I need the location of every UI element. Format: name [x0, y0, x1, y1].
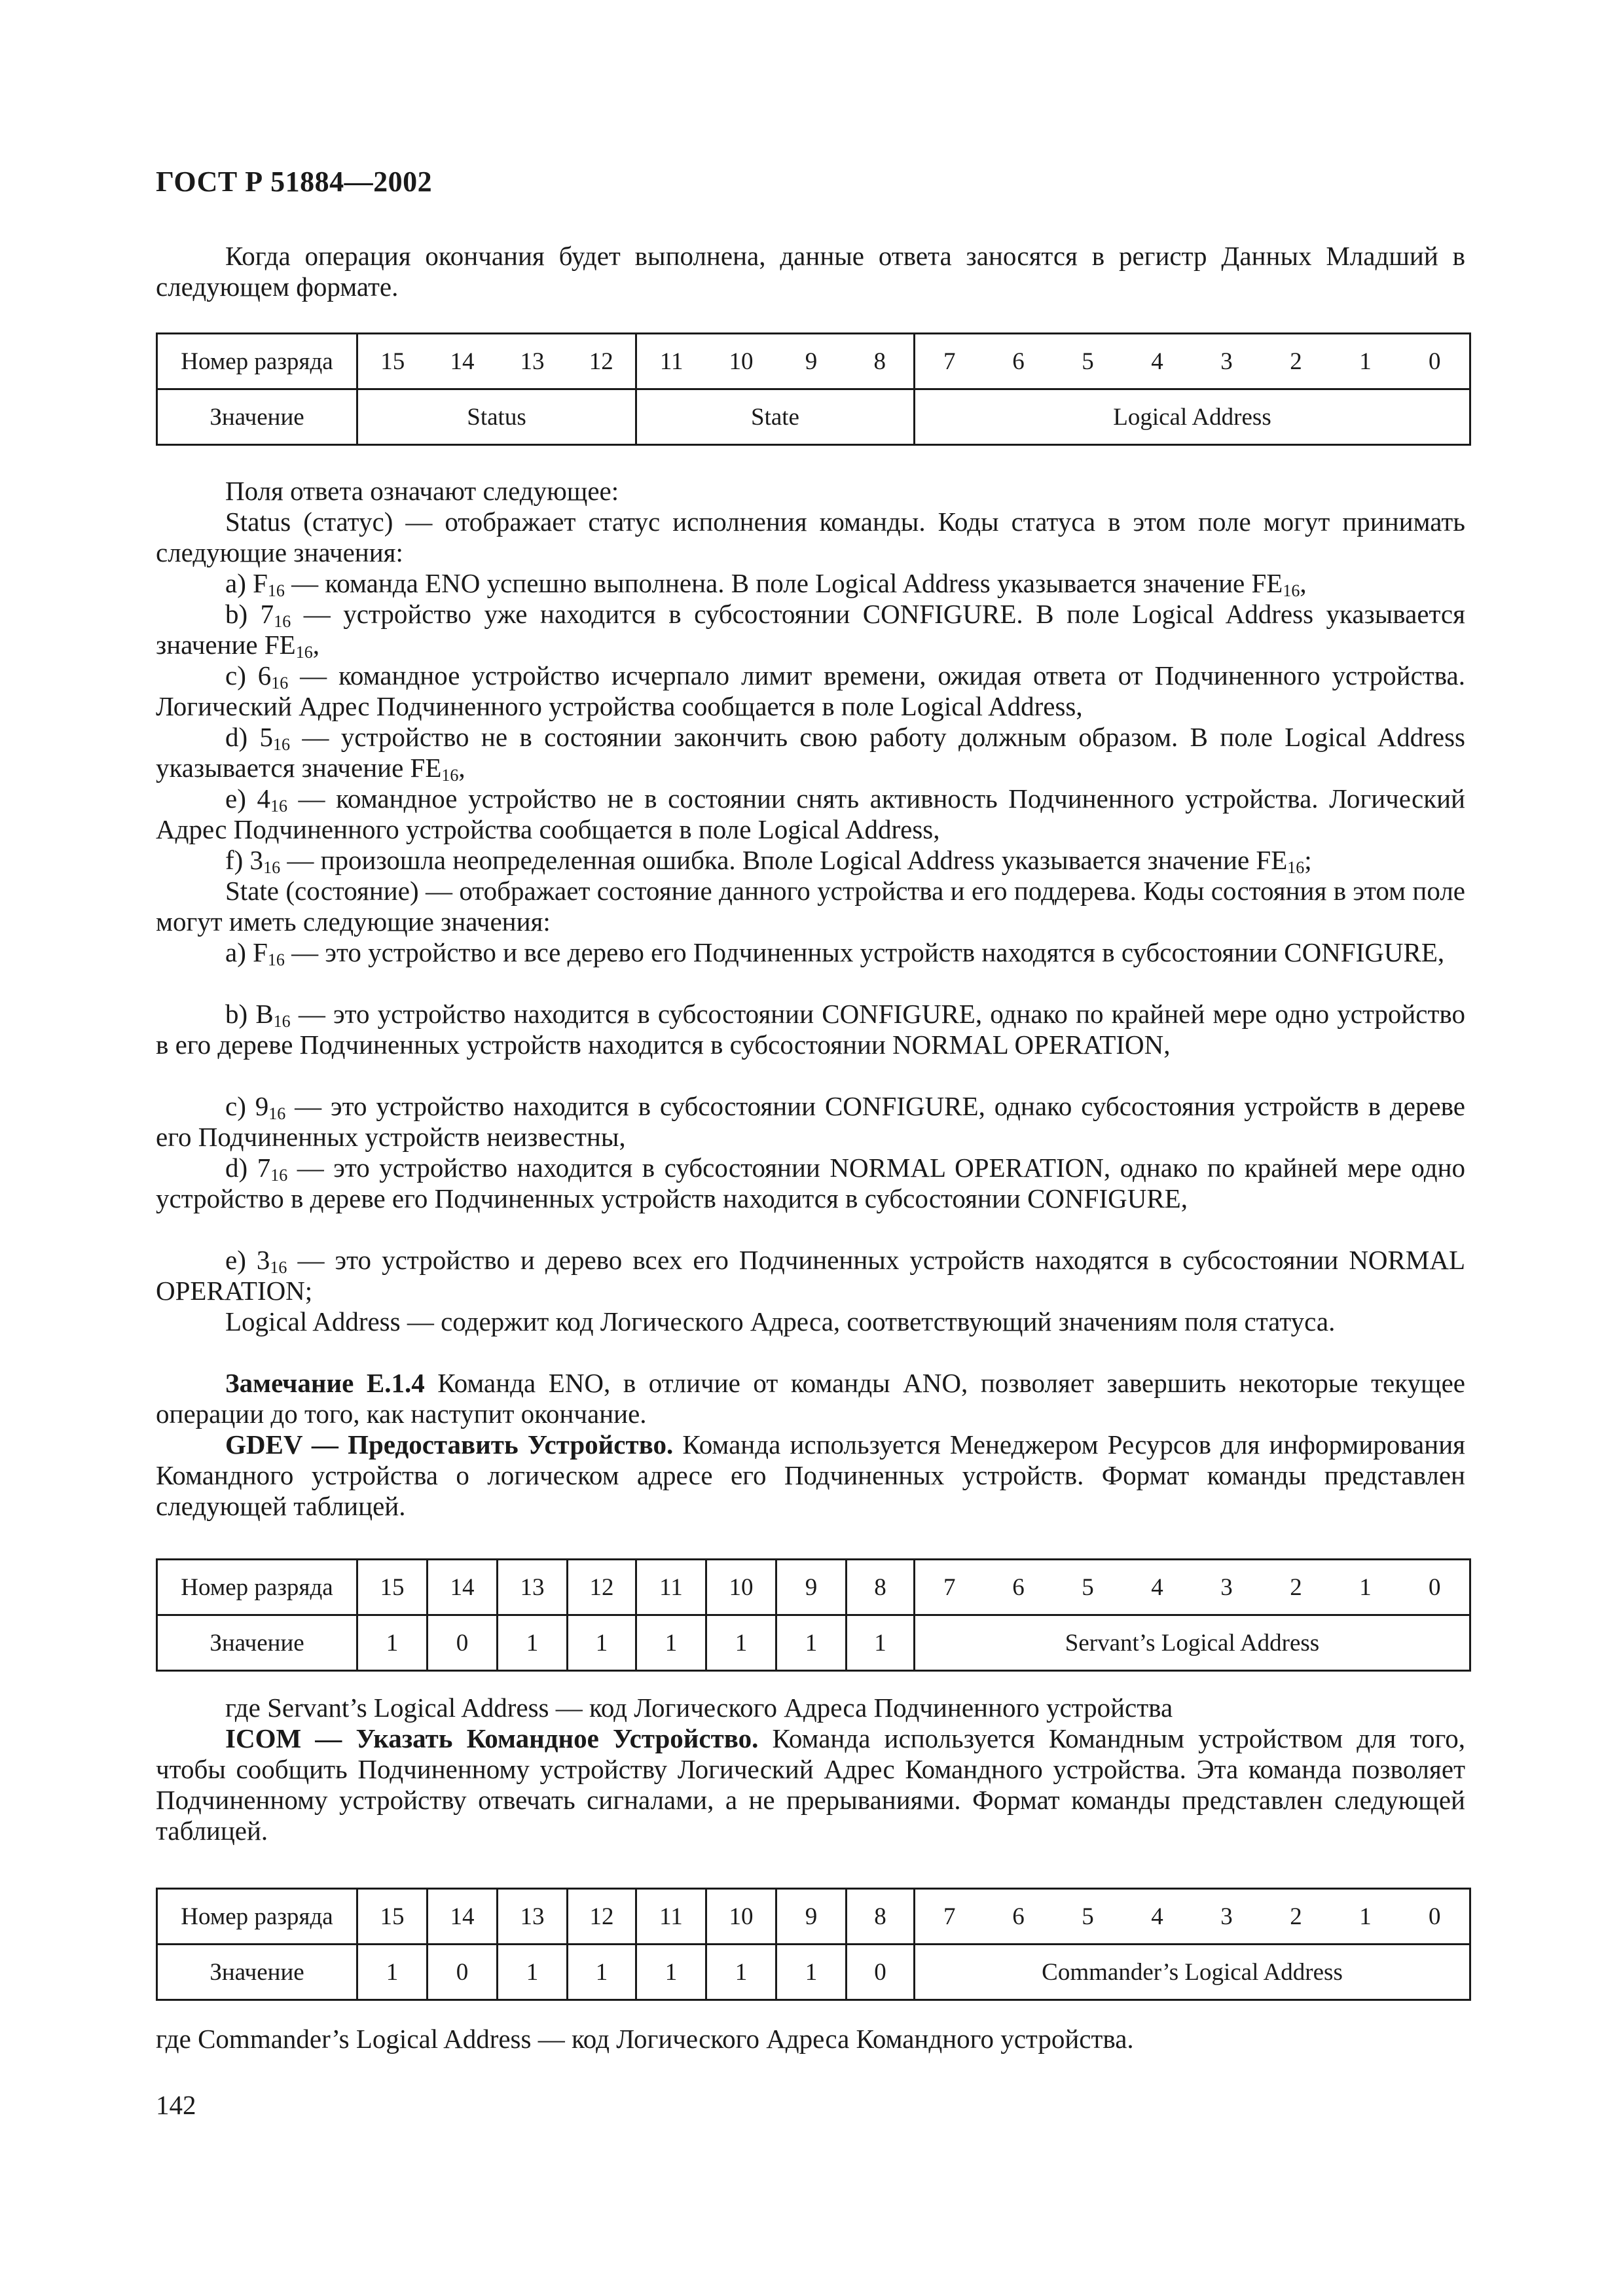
bit-number-row	[157, 334, 1470, 389]
bit-cell: 8	[847, 1560, 915, 1615]
bit-cell: 5	[1053, 1560, 1123, 1615]
state-description: State (состояние) — отображает состояние данного устройства и его поддерева. Коды состояния в этом поле могут иметь следующие значения:	[156, 876, 1465, 937]
value-cell: 1	[636, 1945, 706, 2000]
bit-cell: 2	[1262, 1889, 1331, 1945]
row-label: Значение	[157, 389, 357, 445]
bit-cell: 13	[498, 334, 568, 389]
bit-cell: 10	[706, 1560, 776, 1615]
bit-cell: 1	[1331, 1560, 1400, 1615]
state-item-b: b) $B_{16}$ — это устройство находится в субсостоянии CONFIGURE, однако по крайней мере одно устройство в его дереве Подчиненных устройств находится в субсостоянии NORMAL OPERATION,	[156, 999, 1466, 1060]
icom-where: где Commander’s Logical Address — код Логического Адреса Командного устройства.	[156, 2024, 1134, 2054]
row-label: Номер разряда	[157, 334, 357, 389]
state-item-e: e) $3_{16}$ — это устройство и дерево всех его Подчиненных устройств находятся в субсостоянии NORMAL OPERATION;	[156, 1245, 1465, 1306]
field-state: State	[636, 389, 915, 445]
page-header: ГОСТ Р 51884—2002	[156, 166, 433, 198]
status-item-a: a) $F_{16}$ — команда ENO успешно выполнена. В поле Logical Address указывается значение $FE_{16}$,	[225, 568, 1307, 600]
bit-cell: 7	[915, 334, 984, 389]
row-label: Номер разряда	[157, 1560, 357, 1615]
row-label: Номер разряда	[157, 1889, 357, 1945]
response-format-table	[156, 332, 1471, 446]
bit-cell: 6	[984, 1889, 1053, 1945]
response-intro: Поля ответа означают следующее:	[225, 476, 619, 506]
bit-cell: 0	[1400, 1560, 1470, 1615]
value-row	[157, 1615, 1470, 1671]
value-cell: 1	[776, 1615, 847, 1671]
bit-cell: 7	[915, 1889, 984, 1945]
bit-cell: 0	[1400, 1889, 1470, 1945]
bit-cell: 13	[498, 1560, 568, 1615]
gdev-format-table	[156, 1558, 1471, 1672]
bit-cell: 11	[636, 334, 706, 389]
state-item-c: c) $9_{16}$ — это устройство находится в субсостоянии CONFIGURE, однако субсостояния устройств в дереве его Подчиненных устройств неизвестны,	[156, 1091, 1465, 1152]
status-item-b: b) $7_{16}$ — устройство уже находится в субсостоянии CONFIGURE. В поле Logical Address указывается значение $FE_{16}$,	[156, 599, 1465, 662]
status-description: Status (статус) — отображает статус исполнения команды. Коды статуса в этом поле могут принимать следующие значения:	[156, 507, 1465, 567]
bit-cell: 2	[1262, 334, 1331, 389]
icom-paragraph: ICOM — Указать Командное Устройство. Команда используется Командным устройством для того, чтобы сообщить Подчиненному устройству Логический Адрес Командного устройства. Эта команда позволяет Подчиненному устройству отвечать сигналами, а не прерываниями. Формат команды представлен следующей таблицей.	[156, 1723, 1465, 1846]
bit-cell: 14	[428, 1560, 498, 1615]
gdev-where: где Servant’s Logical Address — код Логического Адреса Подчиненного устройства	[225, 1693, 1173, 1723]
bit-cell: 10	[706, 1889, 776, 1945]
field-commander-logical-address: Commander’s Logical Address	[915, 1945, 1470, 2000]
bit-cell: 11	[636, 1889, 706, 1945]
row-label: Значение	[157, 1615, 357, 1671]
bit-cell: 14	[428, 334, 498, 389]
icom-title: ICOM — Указать Командное Устройство.	[225, 1723, 759, 1753]
bit-cell: 5	[1053, 334, 1123, 389]
bit-cell: 8	[847, 334, 915, 389]
value-cell: 0	[428, 1945, 498, 2000]
bit-cell: 4	[1123, 334, 1192, 389]
bit-cell: 12	[568, 334, 636, 389]
icom-format-table	[156, 1888, 1471, 2001]
bit-cell: 10	[706, 334, 776, 389]
field-logical-address: Logical Address	[915, 389, 1470, 445]
bit-cell: 5	[1053, 1889, 1123, 1945]
value-cell: 1	[847, 1615, 915, 1671]
bit-cell: 13	[498, 1889, 568, 1945]
value-cell: 1	[568, 1945, 636, 2000]
bit-cell: 3	[1192, 1560, 1262, 1615]
bit-cell: 1	[1331, 1889, 1400, 1945]
status-item-e: e) $4_{16}$ — командное устройство не в состоянии снять активность Подчиненного устройства. Логический Адрес Подчиненного устройства сообщается в поле Logical Address,	[156, 783, 1465, 844]
value-cell: 1	[568, 1615, 636, 1671]
state-item-d: d) $7_{16}$ — это устройство находится в субсостоянии NORMAL OPERATION, однако по крайней мере одно устройство в дереве его Подчиненных устройств находится в субсостоянии CONFIGURE,	[156, 1153, 1466, 1213]
bit-cell: 8	[847, 1889, 915, 1945]
gdev-paragraph: GDEV — Предоставить Устройство. Команда используется Менеджером Ресурсов для информирования Командного устройства о логическом адресе его Подчиненных устройств. Формат команды представлен следующей таблицей.	[156, 1429, 1465, 1521]
row-label: Значение	[157, 1945, 357, 2000]
bit-cell: 15	[357, 1560, 428, 1615]
bit-number-row	[157, 1560, 1470, 1615]
note-label: Замечание Е.1.4	[225, 1368, 425, 1398]
bit-cell: 4	[1123, 1889, 1192, 1945]
intro-paragraph: Когда операция окончания будет выполнена, данные ответа заносятся в регистр Данных Младший в следующем формате.	[156, 241, 1465, 302]
bit-cell: 3	[1192, 334, 1262, 389]
value-cell: 1	[357, 1615, 428, 1671]
logical-address-description: Logical Address — содержит код Логического Адреса, соответствующий значениям поля статуса.	[225, 1306, 1336, 1336]
value-cell: 1	[498, 1945, 568, 2000]
bit-cell: 9	[776, 1889, 847, 1945]
bit-cell: 6	[984, 334, 1053, 389]
bit-cell: 0	[1400, 334, 1470, 389]
status-item-f: f) $3_{16}$ — произошла неопределенная ошибка. Вполе Logical Address указывается значение $FE_{16}$;	[225, 845, 1312, 877]
field-servant-logical-address: Servant’s Logical Address	[915, 1615, 1470, 1671]
bit-number-row	[157, 1889, 1470, 1945]
state-item-a: a) $F_{16}$ — это устройство и все дерево его Подчиненных устройств находятся в субсостоянии CONFIGURE,	[225, 937, 1445, 969]
bit-cell: 15	[357, 1889, 428, 1945]
value-row	[157, 389, 1470, 445]
value-cell: 1	[706, 1945, 776, 2000]
bit-cell: 2	[1262, 1560, 1331, 1615]
value-row	[157, 1945, 1470, 2000]
value-cell: 1	[776, 1945, 847, 2000]
value-cell: 1	[636, 1615, 706, 1671]
gdev-title: GDEV — Предоставить Устройство.	[225, 1429, 674, 1460]
bit-cell: 4	[1123, 1560, 1192, 1615]
bit-cell: 3	[1192, 1889, 1262, 1945]
value-cell: 0	[847, 1945, 915, 2000]
status-item-c: c) $6_{16}$ — командное устройство исчерпало лимит времени, ожидая ответа от Подчиненного устройства. Логический Адрес Подчиненного устройства сообщается в поле Logical Address,	[156, 660, 1465, 721]
bit-cell: 7	[915, 1560, 984, 1615]
bit-cell: 9	[776, 334, 847, 389]
note-paragraph: Замечание Е.1.4 Команда ENO, в отличие от команды ANO, позволяет завершить некоторые текущее операции до того, как наступит окончание.	[156, 1368, 1465, 1429]
value-cell: 1	[357, 1945, 428, 2000]
value-cell: 0	[428, 1615, 498, 1671]
field-status: Status	[357, 389, 636, 445]
bit-cell: 6	[984, 1560, 1053, 1615]
bit-cell: 12	[568, 1889, 636, 1945]
bit-cell: 15	[357, 334, 428, 389]
page-number: 142	[156, 2090, 196, 2120]
value-cell: 1	[706, 1615, 776, 1671]
bit-cell: 11	[636, 1560, 706, 1615]
bit-cell: 9	[776, 1560, 847, 1615]
bit-cell: 1	[1331, 334, 1400, 389]
status-item-d: d) $5_{16}$ — устройство не в состоянии закончить свою работу должным образом. В поле Logical Address указывается значение $FE_{16}$,	[156, 722, 1465, 785]
value-cell: 1	[498, 1615, 568, 1671]
bit-cell: 12	[568, 1560, 636, 1615]
bit-cell: 14	[428, 1889, 498, 1945]
